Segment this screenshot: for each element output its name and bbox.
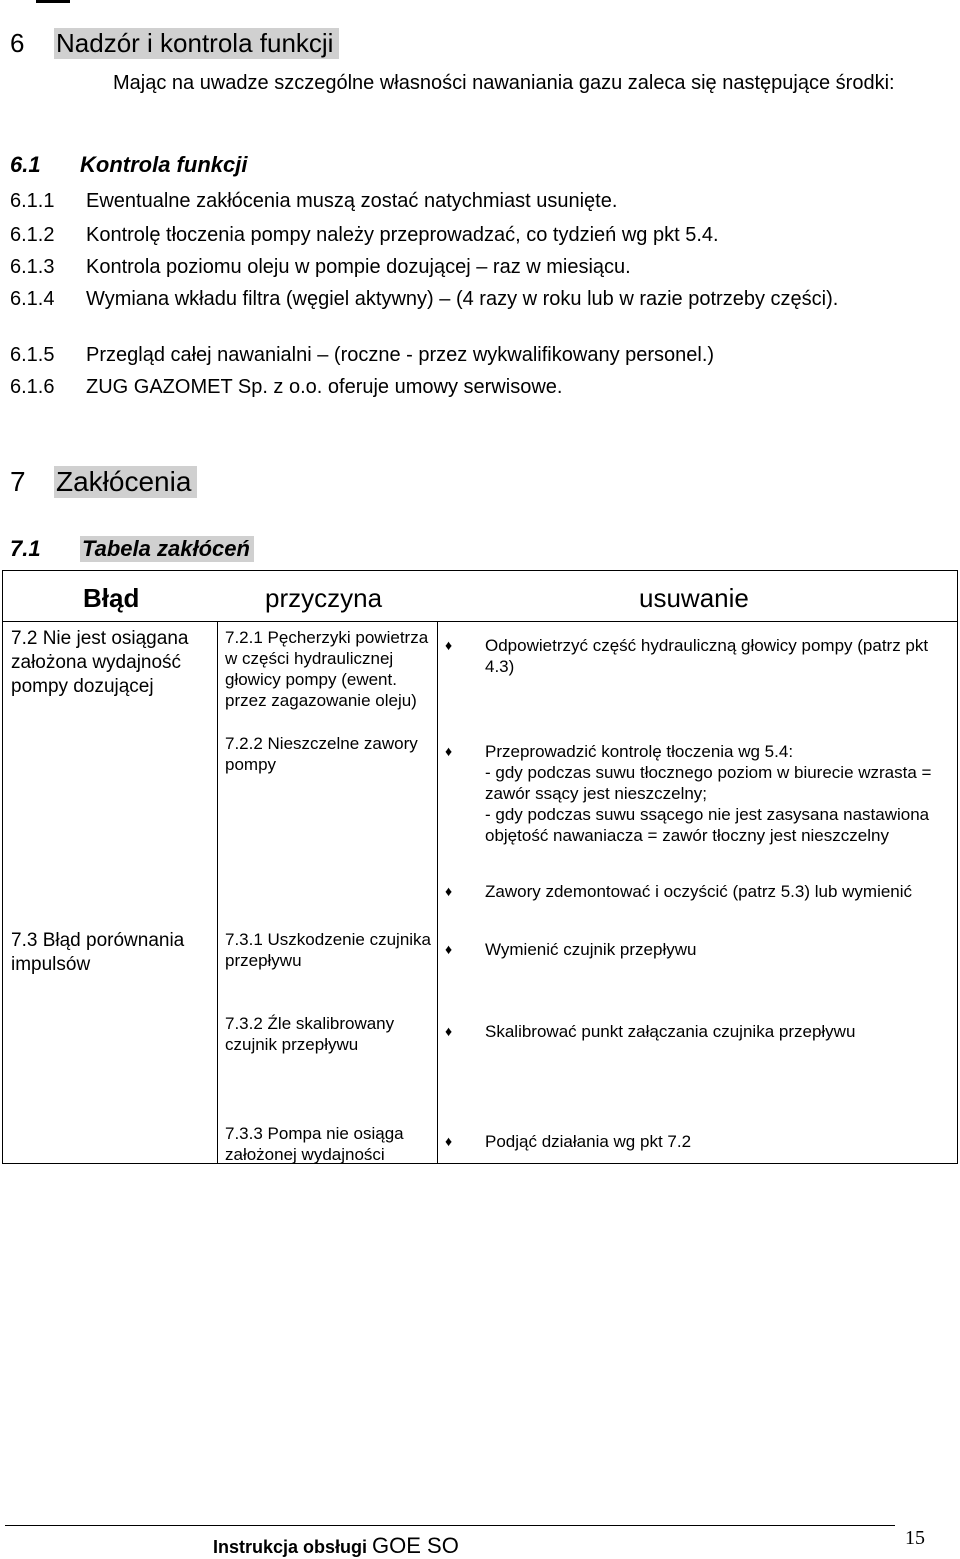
table-cell-cause: 7.3.1 Uszkodzenie czujnika przepływu xyxy=(225,930,432,970)
table-cell-cause: 7.2.2 Nieszczelne zawory pompy xyxy=(225,734,418,774)
item-number: 6.1.5 xyxy=(10,344,55,366)
bullet-icon: ♦ xyxy=(445,941,453,957)
footer-title xyxy=(213,1533,459,1559)
table-cell-cause: 7.3.2 Źle skalibrowany czujnik przepływu xyxy=(225,1014,395,1054)
table-cell-cause: 7.3.3 Pompa nie osiąga założonej wydajności xyxy=(225,1124,404,1164)
section-title: Zakłócenia xyxy=(54,466,197,498)
item-text: Wymiana wkładu filtra (węgiel aktywny) – (4 razy w roku lub w razie potrzeby części). xyxy=(86,288,839,310)
table-cell-remedy: Zawory zdemontować i oczyścić (patrz 5.3) lub wymienić xyxy=(485,882,913,901)
column-header-error: Błąd xyxy=(83,583,140,613)
subsection-title: Tabela zakłóceń xyxy=(80,536,254,562)
column-divider xyxy=(437,621,438,1163)
table-cell-cause: 7.2.1 Pęcherzyki powietrza w części hydraulicznej głowicy pompy (ewent. przez zagazowanie oleju) xyxy=(225,628,429,710)
section-number: 7 xyxy=(10,466,26,497)
footer-rule xyxy=(5,1525,895,1526)
bullet-icon: ♦ xyxy=(445,1023,453,1039)
item-text: ZUG GAZOMET Sp. z o.o. oferuje umowy serwisowe. xyxy=(86,376,563,398)
bullet-icon: ♦ xyxy=(445,883,453,899)
page-number: 15 xyxy=(905,1527,925,1549)
item-text: Kontrola poziomu oleju w pompie dozującej – raz w miesiącu. xyxy=(86,256,631,278)
table-cell-remedy: Odpowietrzyć część hydrauliczną głowicy pompy (patrz pkt 4.3) xyxy=(485,636,929,676)
table-cell-error: 7.2 Nie jest osiągana założona wydajność pompy dozującej xyxy=(11,628,189,697)
bullet-icon: ♦ xyxy=(445,1133,453,1149)
column-header-cause: przyczyna xyxy=(265,583,383,613)
footer-product: GOE SO xyxy=(372,1533,459,1558)
table-cell-remedy: - gdy podczas suwu tłocznego poziom w biurecie wzrasta = zawór ssący jest nieszczelny; xyxy=(485,763,932,803)
column-divider xyxy=(217,621,218,1163)
section-number: 6 xyxy=(10,28,25,58)
table-cell-remedy: Przeprowadzić kontrolę tłoczenia wg 5.4: xyxy=(485,742,794,761)
footer-label: Instrukcja obsługi xyxy=(213,1537,368,1557)
table-cell-error: 7.3 Błąd porównania impulsów xyxy=(11,930,185,975)
item-text: Kontrolę tłoczenia pompy należy przeprowadzać, co tydzień wg pkt 5.4. xyxy=(86,224,719,246)
item-number: 6.1.3 xyxy=(10,256,55,278)
subsection-number: 7.1 xyxy=(10,536,41,561)
section-title: Nadzór i kontrola funkcji xyxy=(54,28,339,59)
column-header-remedy: usuwanie xyxy=(639,583,749,613)
subsection-title: Kontrola funkcji xyxy=(80,152,248,177)
header-divider xyxy=(3,621,957,622)
item-number: 6.1.4 xyxy=(10,288,55,310)
item-text: Przegląd całej nawanialni – (roczne - przez wykwalifikowany personel.) xyxy=(86,344,715,366)
table-cell-remedy: Podjąć działania wg pkt 7.2 xyxy=(485,1132,692,1151)
item-number: 6.1.2 xyxy=(10,224,55,246)
item-number: 6.1.6 xyxy=(10,376,55,398)
fault-table xyxy=(2,570,958,1164)
item-text: Ewentualne zakłócenia muszą zostać natychmiast usunięte. xyxy=(86,190,618,212)
table-cell-remedy: Skalibrować punkt załączania czujnika przepływu xyxy=(485,1022,856,1041)
table-cell-remedy: - gdy podczas suwu ssącego nie jest zasysana nastawiona objętość nawaniacza = zawór tłoczny jest nieszczelny xyxy=(485,805,930,845)
item-number: 6.1.1 xyxy=(10,190,55,212)
bullet-icon: ♦ xyxy=(445,637,453,653)
bullet-icon: ♦ xyxy=(445,743,453,759)
top-rule xyxy=(36,0,70,3)
section-6-intro: Mając na uwadze szczególne własności nawaniania gazu zaleca się następujące środki: xyxy=(113,72,895,94)
table-cell-remedy: Wymienić czujnik przepływu xyxy=(485,940,697,959)
subsection-number: 6.1 xyxy=(10,152,41,177)
